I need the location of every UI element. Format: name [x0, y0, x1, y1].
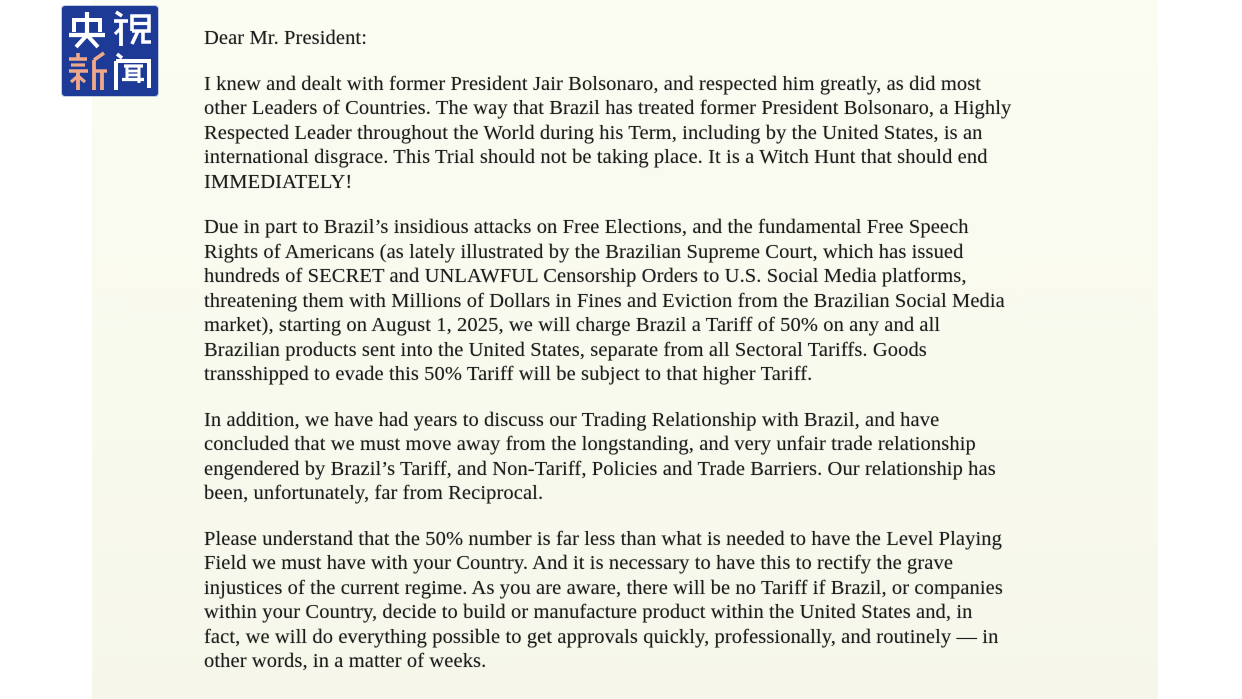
letter-line: other Leaders of Countries. The way that Brazil has treated former President Bolsonaro, a Highly: [204, 97, 1012, 119]
letter-line: Due in part to Brazil’s insidious attacks on Free Elections, and the fundamental Free Speech: [204, 216, 969, 238]
letter-line: In addition, we have had years to discuss our Trading Relationship with Brazil, and have: [204, 408, 940, 431]
letter-line: Rights of Americans (as lately illustrated by the Brazilian Supreme Court, which has issued: [204, 240, 964, 263]
letter-line: market), starting on August 1, 2025, we will charge Brazil a Tariff of 50% on any and all: [204, 314, 941, 336]
cctv-news-logo-text: [62, 96, 63, 97]
letter-line: threatening them with Millions of Dollars in Fines and Eviction from the Brazilian Social Media: [204, 289, 1005, 312]
letter-line: IMMEDIATELY!: [204, 170, 353, 193]
letter-line: transshipped to evade this 50% Tariff will be subject to that higher Tariff.: [204, 363, 813, 385]
letter-line: Respected Leader throughout the World during his Term, including by the United States, is an: [204, 121, 983, 144]
letter-line: concluded that we must move away from the longstanding, and very unfair trade relationship: [204, 433, 976, 455]
letter-salutation: Dear Mr. President:: [204, 27, 368, 49]
letter-body: [204, 26, 1074, 674]
letter-paragraph-2: [204, 215, 1074, 387]
letter-paragraph-4: [204, 527, 1074, 674]
letter-line: hundreds of SECRET and UNLAWFUL Censorship Orders to U.S. Social Media platforms,: [204, 265, 967, 287]
letter-page: [92, 0, 1158, 699]
letter-line: international disgrace. This Trial should not be taking place. It is a Witch Hunt that should end: [204, 146, 988, 168]
letter-line: Field we must have with your Country. And it is necessary to have this to rectify the grave: [204, 552, 954, 574]
letter-line: Brazilian products sent into the United States, separate from all Sectoral Tariffs. Goods: [204, 338, 927, 361]
cctv-news-logo-glyphs: [62, 6, 158, 96]
letter-line: fact, we will do everything possible to get approvals quickly, professionally, and routinely — in: [204, 625, 999, 648]
letter-line: Please understand that the 50% number is far less than what is needed to have the Level Playing: [204, 527, 1002, 550]
letter-line: been, unfortunately, far from Reciprocal.: [204, 482, 544, 504]
letter-line: other words, in a matter of weeks.: [204, 650, 487, 672]
letter-line: engendered by Brazil’s Tariff, and Non-Tariff, Policies and Trade Barriers. Our relationship has: [204, 457, 996, 480]
letter-paragraph-1: [204, 72, 1074, 195]
letter-paragraph-3: [204, 408, 1074, 506]
cctv-news-logo: [62, 6, 158, 96]
letter-line: I knew and dealt with former President Jair Bolsonaro, and respected him greatly, as did most: [204, 72, 982, 95]
letter-line: within your Country, decide to build or manufacture product within the United States and, in: [204, 601, 973, 623]
letter-line: injustices of the current regime. As you are aware, there will be no Tariff if Brazil, or companies: [204, 576, 1003, 599]
